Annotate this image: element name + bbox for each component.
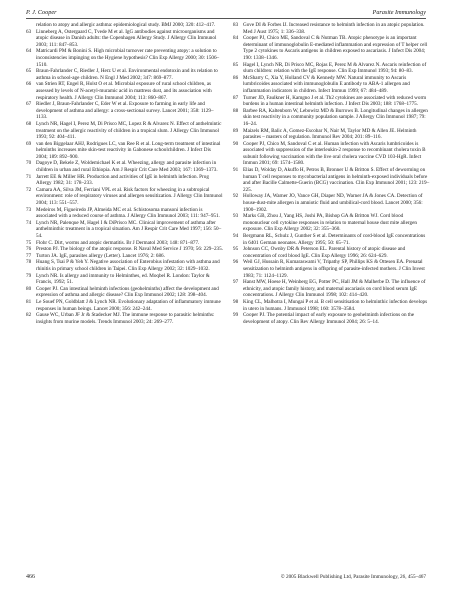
reference-entry <box>26 141 223 161</box>
reference-number: 95 <box>233 246 239 253</box>
reference-text: Lynch NR, Palenque M, Hagel I & DiPrisco MC. Clinical improvement of asthma after anthelminthic treatment in a tropical situation. Am J Respir Crit Care Med 1997; 156: 50–54. <box>36 219 222 239</box>
reference-number: 73 <box>26 206 32 213</box>
reference-text: Weil GJ, Hussain R, Kumaraswami V, Tripathy SP, Phillips KS & Ottesen EA. Prenatal sensitization to helminth antigens in offspring of parasite-infected mothers. J Clin Invest 1983; 71: 1124–1129. <box>243 259 425 279</box>
reference-entry <box>233 233 430 246</box>
reference-text: Hanst MW, Hoese H, Weinberg EG, Potter PC, Hall JM & Malherbe D. The influence of ethnicity, and atopic family history, and maternal ascariasis on cord blood serum IgE concentrations. J Allergy Clin Immunol 1998; 102: 414–420. <box>243 279 426 299</box>
reference-entry <box>233 312 430 325</box>
reference-number: 82 <box>26 312 32 319</box>
reference-entry <box>233 213 430 233</box>
reference-text: Jarrett EE & Miller HR. Production and activities of IgE in helminth infection. Prog Allergy 1982; 31: 178–233. <box>36 173 209 187</box>
reference-entry <box>26 68 223 81</box>
reference-text: Cooper PJ, Chico M, Sandoval C et al. Human infection with Ascaris lumbricoides is associated with suppression of the interleukin-2 response to recombinant cholera toxin B subunit following vaccination with the live oral cholera vaccine CVD 103-HgR. Infect Immun 2001; 69: 1574–1580. <box>243 140 426 167</box>
reference-entry <box>26 299 223 312</box>
reference-number: 89 <box>233 127 239 134</box>
reference-text: Braun-Fahrlander C, Riedler J, Herz U et al. Environmental endotoxin and its relation to asthma in school-age children. N Engl J Med 2002; 347: 869–877. <box>36 68 218 81</box>
reference-text: Holloway JA, Warner JO, Vance GH, Diaper ND, Warner JA & Jones CA. Detection of house-dust-mite allergen in amniotic fluid and umbilical-cord blood. Lancet 2000; 356: 1900–1902. <box>243 193 423 213</box>
reference-text: Cooper PJ, Chico ME, Sandoval C & Nutman TB. Atopic phenotype is an important determinant of immunoglobulin E-mediated inflammation and expression of T helper cell Type 2 cytokines to Ascaris antigens in children exposed to ascariasis. J Infect Dis 2004; 190: 1338–1346. <box>243 35 428 61</box>
reference-number: 90 <box>233 140 239 147</box>
reference-text: Camara AA, Silva JM, Ferriani VPL et al. Risk factors for wheezing in a subtropical environment: role of respiratory viruses and allergen sensitization. J Allergy Clin Immunol 2004; 113: 551–557. <box>36 186 223 207</box>
reference-entry <box>233 193 430 213</box>
reference-number: 69 <box>26 140 32 147</box>
reference-text: Flohr C. Dirt, worms and atopic dermatitis. Br J Dermatol 2003; 148: 871–877. <box>36 239 200 246</box>
reference-number: 85 <box>233 61 239 68</box>
reference-number: 78 <box>26 259 32 266</box>
reference-text: Turner JD, Faulkner H, Kamgno J et al. Th2 cytokines are associated with reduced worm burdens in a human intestinal helminth infection. J Infect Dis 2003; 188: 1768–1775. <box>243 94 427 108</box>
reference-entry <box>26 312 223 325</box>
reference-number: 97 <box>233 279 239 286</box>
reference-entry <box>233 246 430 259</box>
reference-text: Linneberg A, Ostergaard C, Tvede M et al. IgG antibodies against microorganisms and atopic disease in Danish adults: the Copenhagen Allergy Study. J Allergy Clin Immunol 2003; 111: 847–853. <box>36 28 217 48</box>
reference-text: McSharry C, Xia Y, Holland CV & Kennedy MW. Natural immunity to Ascaris lumbricoides associated with immunoglobulin E antibody to ABA-1 allergen and inflammation indicators in children. Infect Immun 1999; 67: 484–489. <box>243 74 410 94</box>
reference-entry <box>26 286 223 299</box>
reference-number: 84 <box>233 35 239 42</box>
reference-number: 79 <box>26 272 32 279</box>
reference-text: Le Souef PN, Goldblatt J & Lynch NR. Evolutionary adaptation of inflammatory immune responses in human beings. Lancet 2000; 356: 242–244. <box>36 298 221 312</box>
reference-entry <box>233 95 430 108</box>
reference-number: 91 <box>233 167 239 174</box>
reference-entry <box>26 187 223 207</box>
reference-text: Cooper PJ. Can intestinal helminth infections (geohelminths) affect the development and expression of asthma and allergic disease? Clin Exp Immunol 2002; 128: 398–404. <box>36 285 219 299</box>
reference-text: van den Biggelaar AHJ, Rodrigues LC, van Ree R et al. Long-term treatment of intestinal helminths increases mite skin-test reactivity in Gabonese schoolchildren. J Infect Dis 2004; 189: 892–900. <box>36 140 221 160</box>
reference-entry <box>233 167 430 193</box>
reference-number: 66 <box>26 81 32 88</box>
reference-number: 74 <box>26 219 32 226</box>
reference-entry <box>26 246 223 253</box>
reference-text: Lynch NR, Hagel I, Perez M, Di Prisco MC, Lopez R & Alvarez N. Effect of anthelmintic treatment on the allergic reactivity of children in a tropical slum. J Allergy Clin Immunol 1993; 92: 404–411. <box>36 120 222 141</box>
reference-text: Gove DI & Forbes IJ. Increased resistance to helminth infection in an atopic population. Med J Aust 1975; 1: 336–338. <box>243 22 425 35</box>
reference-entry <box>26 273 223 286</box>
reference-entry <box>233 128 430 141</box>
reference-entry <box>233 279 430 299</box>
reference-number: 99 <box>233 312 239 319</box>
reference-entry <box>233 299 430 312</box>
reference-text: Preston PJ. The biology of the atopic response. R Naval Med Service J 1970; 56: 229–235. <box>36 246 223 253</box>
reference-number: 63 <box>26 28 32 35</box>
reference-text: Johnson CC, Ownby DR & Peterson EL. Parental history of atopic disease and concentration of cord blood IgE. Clin Exp Allergy 1996; 26: 624–629. <box>243 246 406 259</box>
reference-number: 98 <box>233 298 239 305</box>
reference-text: Riedler J, Braun-Fahrlander C, Eder W et al. Exposure to farming in early life and development of asthma and allergy: a cross-sectional survey. Lancet 2001; 358: 1129–1133. <box>36 101 214 121</box>
right-reference-column <box>233 22 430 325</box>
reference-entry <box>26 220 223 240</box>
reference-entry <box>26 207 223 220</box>
reference-entry <box>233 75 430 95</box>
reference-number: 88 <box>233 107 239 114</box>
reference-text: Dagoye D, Bekele Z, Woldemichael K et al. Wheezing, allergy and parasite infection in children in urban and rural Ethiopia. Am J Respir Crit Care Med 2003; 167: 1369–1373. <box>36 160 218 174</box>
reference-entry <box>233 259 430 279</box>
reference-number: 70 <box>26 160 32 167</box>
reference-continuation: relation to atopy and allergic asthma: epidemiological study. BMJ 2000; 320: 412–417. <box>36 22 216 28</box>
reference-number: 65 <box>26 68 32 75</box>
page-number: 466 <box>26 574 35 580</box>
reference-text: Bergmann RL, Schulz J, Gunther S et al. Determinants of cord-blood IgE concentrations in 6401 German neonates. Allergy 1995; 50: 65–71. <box>243 233 426 246</box>
reference-entry <box>233 35 430 61</box>
reference-number: 72 <box>26 186 32 193</box>
reference-number: 92 <box>233 193 239 200</box>
reference-entry <box>26 121 223 141</box>
reference-entry <box>26 174 223 187</box>
reference-entry <box>233 108 430 128</box>
reference-number: 86 <box>233 74 239 81</box>
reference-number: 96 <box>233 259 239 266</box>
left-reference-column <box>26 22 223 325</box>
reference-number: 71 <box>26 173 32 180</box>
reference-text: Maizels RM, Balic A, Gomez-Escobar N, Nair M, Taylor MD & Allen JE. Helminth parasites – masters of regulation. Immunol Rev 2004; 201: 89–116. <box>243 127 417 141</box>
reference-entry <box>233 141 430 167</box>
reference-number: 64 <box>26 48 32 55</box>
reference-text: Barbee RA, Kaltenborn W, Lebowitz MD & Burrows B. Longitudinal changes in allergen skin test reactivity in a community population sample. J Allergy Clin Immunol 1987; 79: 16–24. <box>243 107 428 127</box>
reference-entry <box>26 81 223 101</box>
header-rule <box>26 18 426 19</box>
reference-entry <box>26 160 223 173</box>
reference-number: 87 <box>233 94 239 101</box>
reference-entry <box>26 101 223 121</box>
reference-number: 68 <box>26 120 32 127</box>
reference-entry <box>233 62 430 75</box>
reference-entry <box>26 29 223 49</box>
reference-number: 77 <box>26 252 32 259</box>
reference-number: 75 <box>26 239 32 246</box>
reference-text: Lynch NR. Is allergy and immunity to Helminthes, ed. Moqbel R. London: Taylor & Francis, 1992; 51. <box>36 272 210 286</box>
reference-entry <box>26 259 223 272</box>
reference-number: 80 <box>26 285 32 292</box>
reference-text: Elias D, Wolday D, Akuffo H, Petros B, Bronner U & Britton S. Effect of deworming on human T cell responses to mycobacterial antigens in helminth-exposed individuals before and after Bacille Calmette-Guerin (BCG) vaccination. Clin Exp Immunol 2001; 123: 219–225. <box>243 167 430 193</box>
reference-entry <box>26 48 223 68</box>
reference-text: Matricardi PM & Bonini S. High microbial turnover rate preventing atopy: a solution to inconsistencies impinging on the Hygiene hypothesis? Clin Exp Allergy 2000; 30: 1506–1510. <box>36 48 220 68</box>
reference-text: Gause WC, Urban JF Jr & Stadecker MJ. The immune response to parasitic helminths: insights from murine models. Trends Immunol 2003; 24: 269–277. <box>36 312 215 325</box>
running-header-journal: Parasite Immunology <box>372 9 426 16</box>
reference-number: 94 <box>233 233 239 239</box>
reference-number: 93 <box>233 213 239 220</box>
reference-text: Hagel I, Lynch NR, Di Prisco MC, Rojas E, Perez M & Alvarez N. Ascaris reinfection of slum children: relation with the IgE response. Clin Exp Immunol 1993; 94: 80–83. <box>243 61 427 75</box>
reference-text: van Strien RT, Engel R, Holst O et al. Microbial exposure of rural school children, as assessed by levels of N-acetyl-muramic acid in mattress dust, and its association with respiratory health. J Allergy Clin Immunol 2004; 113: 860–867. <box>36 81 212 101</box>
running-header-author: P. J. Cooper <box>26 9 57 16</box>
copyright-footer: © 2005 Blackwell Publishing Ltd, Parasite Immunology, 26, 455–467 <box>280 574 426 580</box>
reference-number: 76 <box>26 246 32 253</box>
reference-number: 81 <box>26 298 32 305</box>
reference-number: 83 <box>233 22 239 28</box>
reference-text: Turton JA. IgE, parasites allergy (Letter). Lancet 1976; 2: 686. <box>36 252 165 259</box>
reference-entry <box>233 22 430 35</box>
reference-text: Cooper PJ. The potential impact of early exposure to geohelminth infections on the development of atopy. Clin Rev Allergy Immunol 2004; 26: 5–14. <box>243 312 415 325</box>
reference-text: King CL, Malhotra I, Mungai P et al. B cell sensitisation to helminthic infection develops in utero in humans. J Immunol 1998; 160: 3578–3584. <box>243 298 428 312</box>
reference-text: Huang S, Tsai P & Yeh Y. Negative association of Enterobius infestation with asthma and rhinitis in primary school children in Taipei. Clin Exp Allergy 2002; 32: 1029–1032. <box>36 259 220 272</box>
reference-text: Medeiros M, Figueiredo JP, Almeida MC et al. Schistosoma mansoni infection is associated with a reduced course of asthma. J Allergy Clin Immunol 2003; 111: 947–951. <box>36 206 220 220</box>
reference-text: Marks GB, Zhou J, Yang HS, Joshi PA, Bishop GA & Britton WJ. Cord blood mononuclear cell cytokine responses in relation to maternal house dust mite allergen exposure. Clin Exp Allergy 2002; 32: 355–360. <box>243 213 417 233</box>
reference-number: 67 <box>26 101 32 108</box>
